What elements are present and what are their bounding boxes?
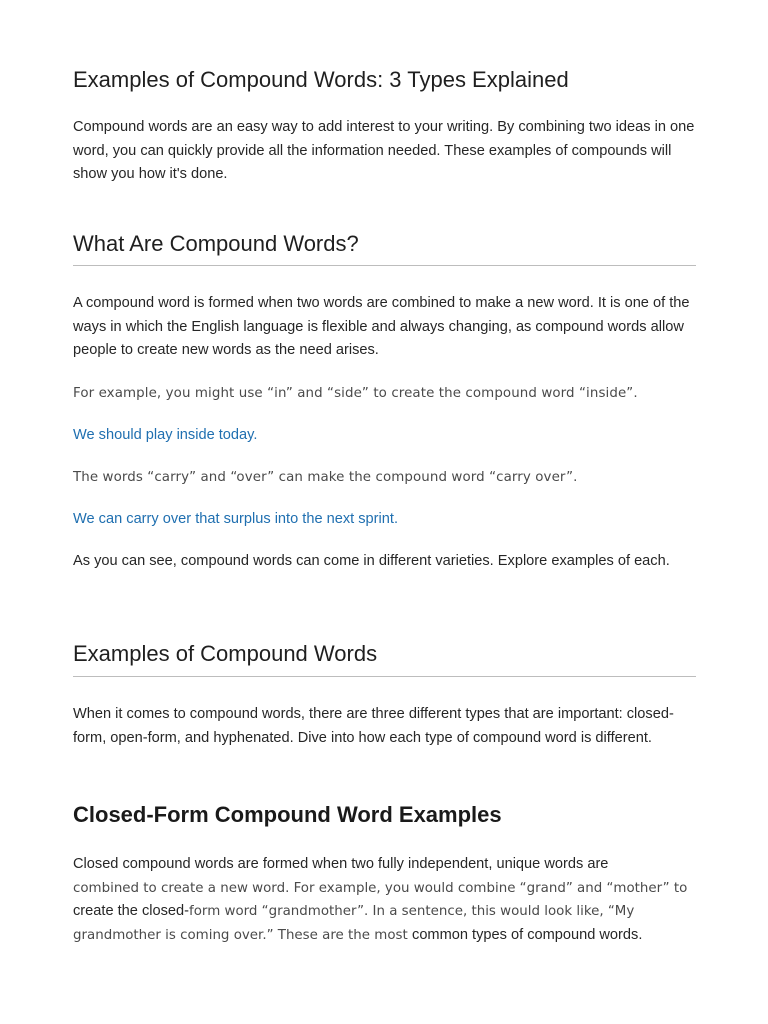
section-heading-examples: Examples of Compound Words xyxy=(73,641,378,666)
closed-form-segment: form word “grandmother”. In a sentence, this would look like, “My xyxy=(189,904,635,920)
intro-paragraph: Compound words are an easy way to add interest to your writing. By combining two ideas in one word, you can quickly provide all the information needed. These examples of compounds will show you how it's done. xyxy=(73,119,695,183)
closed-form-line xyxy=(73,924,696,948)
closed-form-paragraph xyxy=(73,853,696,947)
closed-form-line: combined to create a new word. For example, you would combine “grand” and “mother” to xyxy=(73,880,688,896)
page-title: Examples of Compound Words: 3 Types Explained xyxy=(73,67,569,92)
varieties-paragraph: As you can see, compound words can come in different varieties. Explore examples of each. xyxy=(73,553,670,569)
definition-paragraph: A compound word is formed when two words are combined to make a new word. It is one of the ways in which the English language is flexible and always changing, as compound words allow people to create new words as the need arises. xyxy=(73,295,690,359)
closed-form-line: Closed compound words are formed when two fully independent, unique words are xyxy=(73,856,609,872)
example-intro-carry-over: The words “carry” and “over” can make the compound word “carry over”. xyxy=(73,470,578,485)
closed-form-segment: create the closed- xyxy=(73,903,190,920)
closed-form-segment: common types of compound words. xyxy=(412,926,643,943)
section-heading-what-are: What Are Compound Words? xyxy=(73,231,359,256)
section-heading-closed-form: Closed-Form Compound Word Examples xyxy=(73,802,502,827)
closed-form-segment: grandmother is coming over.” These are the most xyxy=(73,927,413,943)
types-paragraph: When it comes to compound words, there are three different types that are important: closed-form, open-form, and hyphenated. Dive into how each type of compound word is different. xyxy=(73,706,674,746)
section-divider xyxy=(73,676,696,677)
example-sentence-inside: We should play inside today. xyxy=(73,427,258,443)
section-divider xyxy=(73,265,696,266)
example-sentence-carry-over: We can carry over that surplus into the next sprint. xyxy=(73,511,398,527)
example-intro-inside: For example, you might use “in” and “side” to create the compound word “inside”. xyxy=(73,386,638,401)
closed-form-line xyxy=(73,900,696,924)
